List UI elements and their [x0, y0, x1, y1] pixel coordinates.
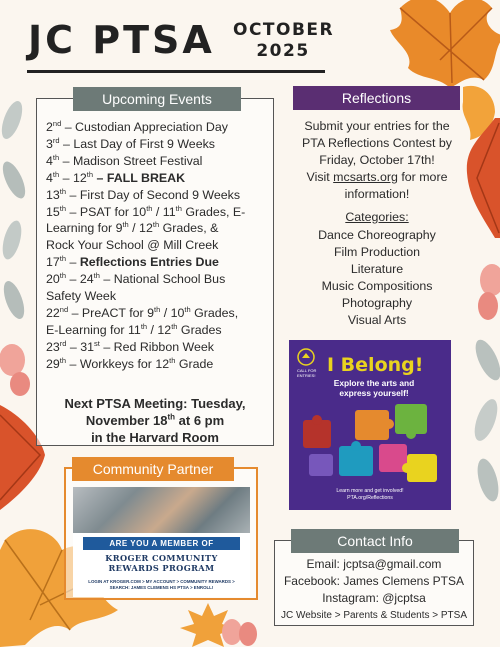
mcsarts-link[interactable]: mcsarts.org — [333, 169, 398, 184]
kroger-program-title: KROGER COMMUNITY REWARDS PROGRAM — [105, 553, 218, 573]
event-item: 3rd – Last Day of First 9 Weeks — [46, 135, 215, 151]
page-header — [28, 14, 335, 74]
page-title: JC PTSA — [28, 18, 215, 62]
categories-list — [286, 227, 468, 328]
community-partner-panel — [64, 461, 258, 600]
event-item: 4th – 12th – FALL BREAK — [46, 169, 186, 185]
category-item: Music Compositions — [321, 278, 433, 293]
community-partner-heading: Community Partner — [72, 457, 234, 481]
event-item: 17th – Reflections Entries Due — [46, 254, 219, 270]
poster-headline: I Belong! — [327, 354, 424, 376]
contact-details — [275, 556, 473, 624]
issue-year: 2025 — [256, 41, 310, 61]
category-item: Photography — [341, 295, 413, 310]
event-item-continued: E-Learning for 11th / 12th Grades — [46, 321, 222, 337]
categories-heading: Categories: — [345, 210, 409, 224]
event-item: 13th – First Day of Second 9 Weeks — [46, 186, 241, 202]
event-item: 20th – 24th – National School Bus — [46, 271, 226, 287]
upcoming-events-panel — [36, 91, 274, 446]
contact-info-heading: Contact Info — [291, 529, 459, 553]
event-item: 22nd – PreACT for 9th / 10th Grades, — [46, 304, 239, 320]
kroger-ask-label: ARE YOU A MEMBER OF — [83, 537, 240, 550]
gray-leaves-right-decoration — [462, 330, 500, 530]
contact-website-path: JC Website > Parents & Students > PTSA — [280, 610, 467, 621]
event-item: 23rd – 31st – Red Ribbon Week — [46, 338, 215, 354]
upcoming-events-heading: Upcoming Events — [73, 87, 241, 111]
category-item: Visual Arts — [347, 312, 407, 327]
event-item-continued: Learning for 9th / 12th Grades, & — [46, 220, 219, 236]
issue-month: OCTOBER — [233, 20, 335, 40]
event-item-continued: Safety Week — [46, 289, 117, 304]
pink-flower-bottom-decoration — [218, 610, 258, 647]
shopping-cart-photo — [73, 487, 250, 533]
kroger-banner — [73, 533, 250, 597]
next-meeting-notice: Next PTSA Meeting: Tuesday, November 18th at 6 pm in the Harvard Room — [64, 396, 246, 445]
contact-facebook: Facebook: James Clemens PTSA — [283, 574, 465, 588]
reflections-poster-image — [289, 340, 451, 510]
reflections-heading: Reflections — [293, 86, 460, 110]
event-item: 29th – Workkeys for 12th Grade — [46, 355, 214, 371]
puzzle-pieces-icon — [295, 402, 445, 488]
event-item: 2nd – Custodian Appreciation Day — [46, 118, 228, 134]
poster-subheadline: Explore the arts and express yourself! — [333, 378, 415, 398]
call-for-entries-label: CALL FOR ENTRIES! — [297, 368, 317, 378]
reflections-description: Submit your entries for the PTA Reflections Contest by Friday, October 17th! Visit mcsarts.org for more information! — [302, 119, 452, 201]
event-list — [46, 119, 272, 373]
contact-info-panel — [274, 533, 474, 626]
kroger-rewards-ad — [73, 487, 250, 597]
pink-flower-left-decoration — [0, 340, 36, 400]
kroger-instructions: LOGIN AT KROGER.COM > MY ACCOUNT > COMMUNITY REWARDS > SEARCH: JAMES CLEMENS HS PTSA > ENROLL! — [88, 579, 235, 590]
issue-date — [233, 20, 333, 62]
poster-footer: Learn more and get involved! PTA.org/Reflections — [336, 488, 404, 501]
category-item: Film Production — [333, 244, 421, 259]
event-item-continued: Rock Your School @ Mill Creek — [46, 238, 219, 253]
category-item: Literature — [350, 261, 404, 276]
contact-email: Email: jcptsa@gmail.com — [306, 557, 442, 571]
category-item: Dance Choreography — [318, 228, 436, 242]
event-item: 15th – PSAT for 10th / 11th Grades, E- — [46, 203, 246, 219]
event-item: 4th – Madison Street Festival — [46, 152, 203, 168]
header-divider — [27, 70, 325, 73]
pta-logo-icon — [297, 348, 315, 366]
gray-leaves-left-decoration — [0, 90, 36, 350]
contact-instagram: Instagram: @jcptsa — [322, 591, 426, 605]
